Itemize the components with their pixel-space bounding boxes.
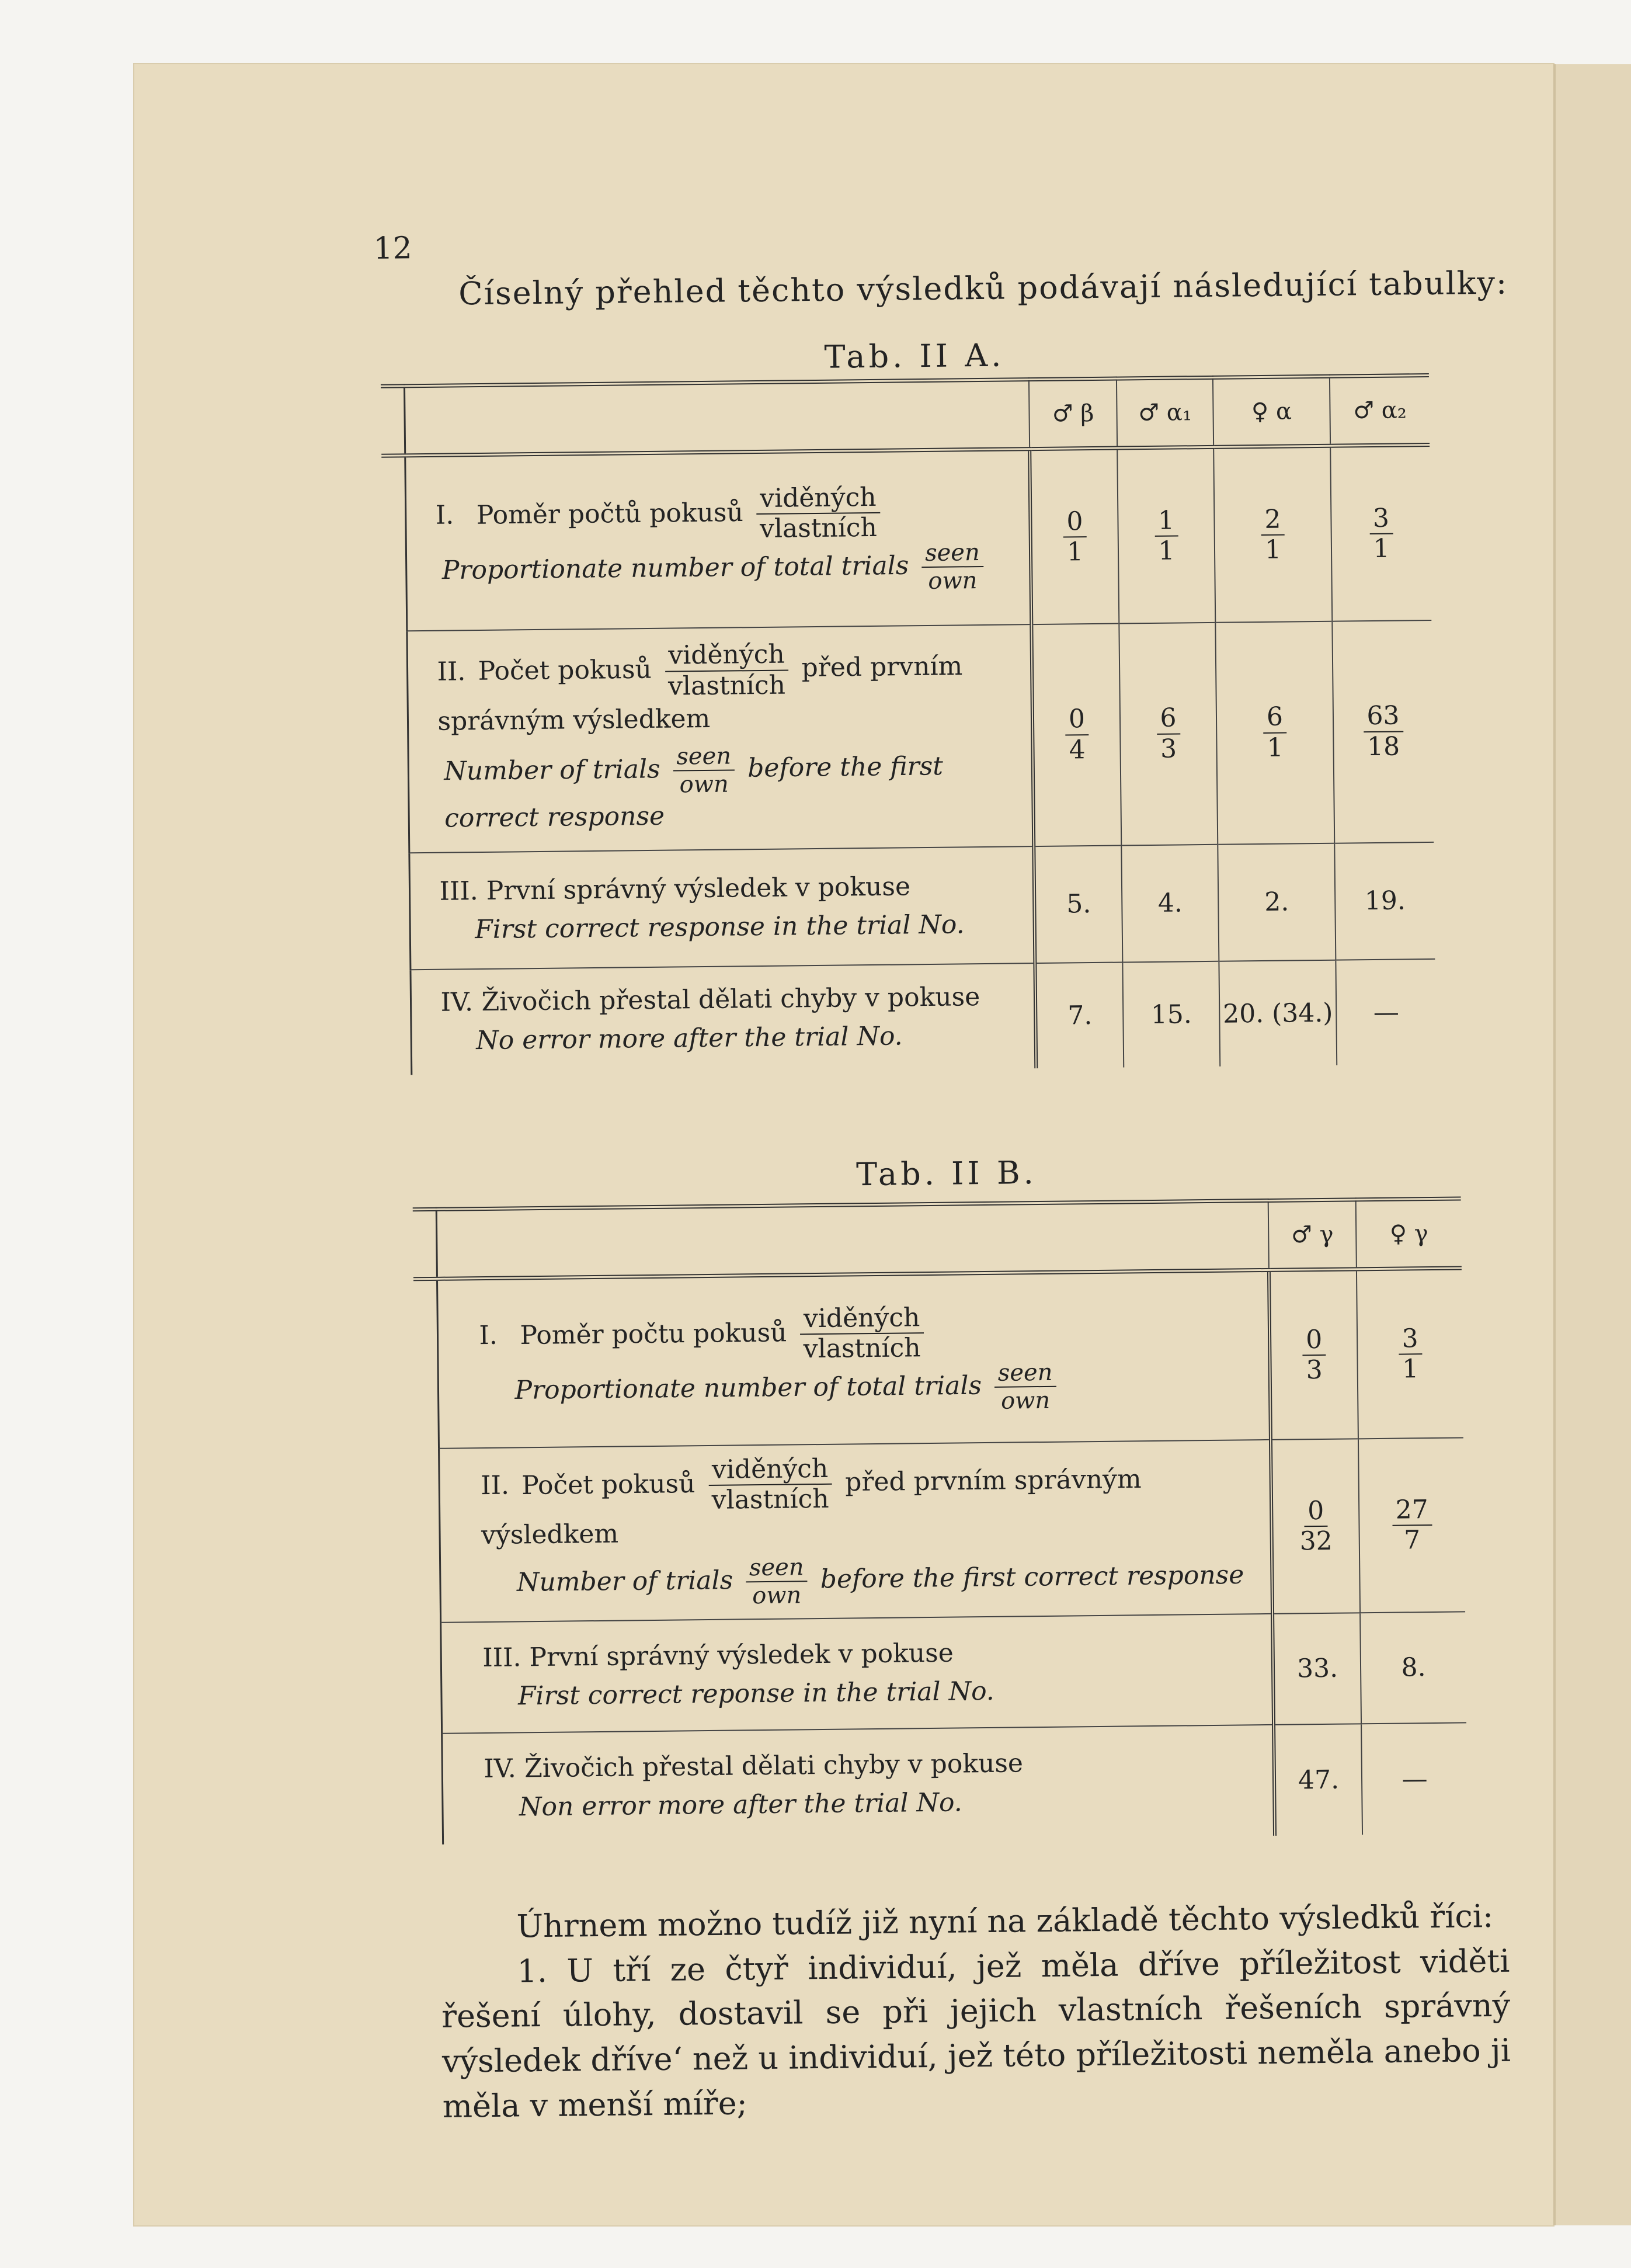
fraction-numerator: seen	[746, 1555, 808, 1582]
table-cell: 47.	[1274, 1724, 1362, 1836]
row-label	[437, 1270, 1271, 1448]
fraction-en	[921, 540, 984, 593]
value-fraction	[1302, 1326, 1326, 1384]
fraction-en	[673, 744, 735, 797]
row-label-cz: Počet pokusů	[478, 654, 652, 687]
row-number: II.	[437, 657, 466, 687]
fraction-denominator: own	[928, 567, 978, 595]
row-label	[406, 624, 1034, 853]
value-fraction	[1363, 700, 1403, 762]
fraction-denominator: own	[752, 1582, 802, 1610]
fraction-numerator: 0	[1063, 508, 1087, 538]
row-label-cz: Živočich přestal dělati chyby v pokuse	[481, 982, 980, 1017]
fraction-denominator: 1	[1158, 536, 1175, 566]
fraction-en	[746, 1555, 808, 1608]
fraction-cz	[708, 1455, 833, 1514]
row-label-cz: První správný výsledek v pokuse	[486, 871, 911, 906]
table-cell: —	[1336, 958, 1436, 1065]
fraction-numerator: 6	[1156, 705, 1180, 735]
fraction-denominator: 32	[1299, 1526, 1333, 1557]
fraction-denominator: own	[1000, 1387, 1051, 1415]
fraction-numerator: viděných	[708, 1455, 832, 1485]
fraction-numerator: viděných	[800, 1304, 924, 1335]
fraction-numerator: viděných	[756, 484, 880, 514]
table-b	[413, 1196, 1467, 1845]
table-cell	[1330, 444, 1431, 621]
row-label-en: Number of trials	[444, 753, 660, 786]
row-label-en: Proportionate number of total trials	[441, 550, 909, 586]
table-cell: 19.	[1334, 842, 1435, 960]
row-label-en: First correct reponse in the trial No.	[517, 1676, 995, 1711]
value-fraction	[1398, 1325, 1422, 1383]
fraction-numerator: 27	[1392, 1496, 1432, 1526]
value-fraction	[1154, 507, 1178, 565]
closing-line-1: Úhrnem možno tudíž již nyní na základě těchto výsledků říci:	[516, 1897, 1494, 1945]
fraction-en	[994, 1360, 1057, 1413]
table-cell	[1031, 623, 1121, 846]
row-number: IV.	[440, 987, 474, 1017]
table-cell	[1271, 1439, 1360, 1614]
row-label-cz: Poměr počtu pokusů	[520, 1317, 787, 1350]
row-number: I.	[435, 500, 454, 531]
table-row	[413, 1268, 1463, 1449]
fraction-cz	[756, 484, 881, 543]
fraction-numerator: viděných	[665, 641, 788, 672]
closing-line-2: 1. U tří ze čtyř individuí, jež měla dříve příležitost viděti řešení úlohy, dostavil se při jejich vlastních řešeních správný výsledek dříve‘ než u individuí, jež této příležitosti neměla anebo ji měla v menší míře;	[441, 1942, 1511, 2125]
value-fraction	[1156, 705, 1180, 763]
table-a-col-header: ♂ α₂	[1330, 375, 1430, 446]
table-a-title: Tab. II A.	[824, 336, 1005, 376]
table-cell: 2.	[1218, 843, 1336, 961]
row-label-en-tail: before the first correct response	[444, 751, 944, 833]
row-label-cz: Počet pokusů	[521, 1468, 695, 1501]
intro-sentence: Číselný přehled těchto výsledků podávají následující tabulky:	[458, 264, 1508, 312]
fraction-denominator: 1	[1402, 1353, 1419, 1384]
row-label-en: Non error more after the trial No.	[519, 1787, 963, 1822]
row-number: III.	[482, 1642, 521, 1673]
table-cell	[1332, 620, 1434, 843]
table-cell: —	[1361, 1722, 1467, 1835]
row-label-en-tail: before the first correct response	[820, 1560, 1244, 1595]
fraction-numerator: 0	[1302, 1326, 1326, 1356]
fraction-denominator: 1	[1264, 534, 1282, 565]
value-fraction	[1296, 1497, 1336, 1555]
table-cell: 20. (34.)	[1219, 960, 1337, 1066]
fraction-numerator: 2	[1261, 506, 1285, 536]
fraction-denominator: 3	[1160, 734, 1177, 764]
fraction-cz	[664, 641, 789, 700]
fraction-denominator: 1	[1373, 533, 1390, 564]
closing-paragraph	[440, 1894, 1511, 2130]
table-b-col-header: ♂ γ	[1268, 1200, 1357, 1270]
value-fraction	[1065, 706, 1089, 763]
table-a-col-header: ♀ α	[1213, 376, 1330, 447]
table-cell: 8.	[1360, 1611, 1466, 1724]
row-label	[441, 1725, 1275, 1845]
fraction-numerator: seen	[921, 540, 983, 568]
row-label	[409, 846, 1035, 970]
row-label-en: Proportionate number of total trials	[514, 1370, 982, 1405]
row-label-cz: První správný výsledek v pokuse	[529, 1638, 954, 1673]
table-cell	[1269, 1269, 1358, 1440]
table-cell: 33.	[1272, 1613, 1361, 1725]
table-row	[387, 958, 1436, 1075]
table-cell	[1119, 622, 1218, 845]
table-cell: 7.	[1035, 962, 1124, 1068]
row-label	[410, 963, 1036, 1075]
fraction-denominator: 4	[1069, 734, 1086, 765]
table-row	[381, 444, 1431, 631]
table-a-col-header: ♂ β	[1029, 378, 1117, 449]
value-fraction	[1063, 508, 1087, 566]
row-label-cz-tail: před prvním správným výsledkem	[481, 1464, 1142, 1550]
row-label-en: No error more after the trial No.	[475, 1021, 903, 1056]
table-cell	[1117, 447, 1215, 623]
table-b-header-stub	[436, 1200, 1269, 1279]
table-cell: 4.	[1121, 844, 1219, 962]
table-b-title: Tab. II B.	[856, 1154, 1038, 1193]
table-row	[385, 842, 1435, 970]
row-number: IV.	[484, 1753, 517, 1784]
row-number: I.	[479, 1321, 498, 1351]
table-cell	[1213, 446, 1332, 622]
table-a-header-stub	[404, 380, 1030, 456]
row-label-en: Number of trials	[516, 1565, 733, 1597]
table-b-col-header: ♀ γ	[1356, 1199, 1462, 1269]
row-label-cz-tail: před prvním správným výsledkem	[437, 651, 963, 737]
row-label-en: First correct response in the trial No.	[474, 909, 965, 944]
table-cell	[1215, 621, 1334, 844]
fraction-numerator: 3	[1369, 505, 1393, 534]
row-label	[439, 1439, 1272, 1622]
fraction-denominator: 3	[1306, 1354, 1323, 1385]
table-row	[415, 1437, 1465, 1623]
fraction-denominator: 18	[1366, 731, 1400, 762]
fraction-denominator: vlastních	[667, 670, 786, 701]
table-a	[381, 373, 1436, 1075]
fraction-numerator: 3	[1398, 1325, 1422, 1355]
table-cell: 15.	[1122, 961, 1220, 1067]
page-number: 12	[373, 231, 413, 266]
fraction-numerator: 0	[1065, 706, 1089, 735]
value-fraction	[1261, 506, 1285, 564]
row-label	[440, 1614, 1274, 1734]
table-b-stub-left	[413, 1209, 437, 1279]
row-number: III.	[439, 876, 478, 906]
fraction-cz	[799, 1304, 924, 1363]
fraction-numerator: seen	[994, 1360, 1056, 1388]
fraction-denominator: vlastních	[759, 512, 878, 544]
table-a-stub-left	[381, 386, 405, 456]
fraction-denominator: vlastních	[803, 1332, 921, 1364]
fraction-numerator: 0	[1304, 1497, 1328, 1527]
fraction-numerator: 1	[1154, 507, 1178, 537]
value-fraction	[1369, 505, 1393, 562]
fraction-denominator: 7	[1404, 1524, 1421, 1555]
table-row	[383, 620, 1434, 853]
fraction-numerator: 63	[1363, 703, 1403, 732]
row-number: II.	[480, 1470, 510, 1501]
table-cell	[1358, 1437, 1465, 1613]
table-row	[418, 1722, 1467, 1845]
fraction-numerator: 6	[1263, 704, 1287, 734]
table-cell	[1030, 448, 1119, 624]
row-label	[405, 449, 1031, 631]
table-cell	[1357, 1268, 1463, 1439]
fraction-denominator: own	[679, 770, 729, 798]
table-a-col-header: ♂ α₁	[1117, 377, 1213, 448]
value-fraction	[1263, 701, 1287, 763]
fraction-denominator: vlastních	[711, 1484, 829, 1515]
fraction-denominator: 1	[1267, 732, 1284, 763]
table-row	[417, 1611, 1466, 1734]
value-fraction	[1392, 1496, 1432, 1554]
row-label-cz: Poměr počtů pokusů	[476, 497, 744, 530]
fraction-denominator: 1	[1066, 536, 1084, 567]
fraction-numerator: seen	[673, 744, 735, 771]
table-cell: 5.	[1034, 845, 1122, 963]
row-label-cz: Živočich přestal dělati chyby v pokuse	[524, 1748, 1024, 1784]
